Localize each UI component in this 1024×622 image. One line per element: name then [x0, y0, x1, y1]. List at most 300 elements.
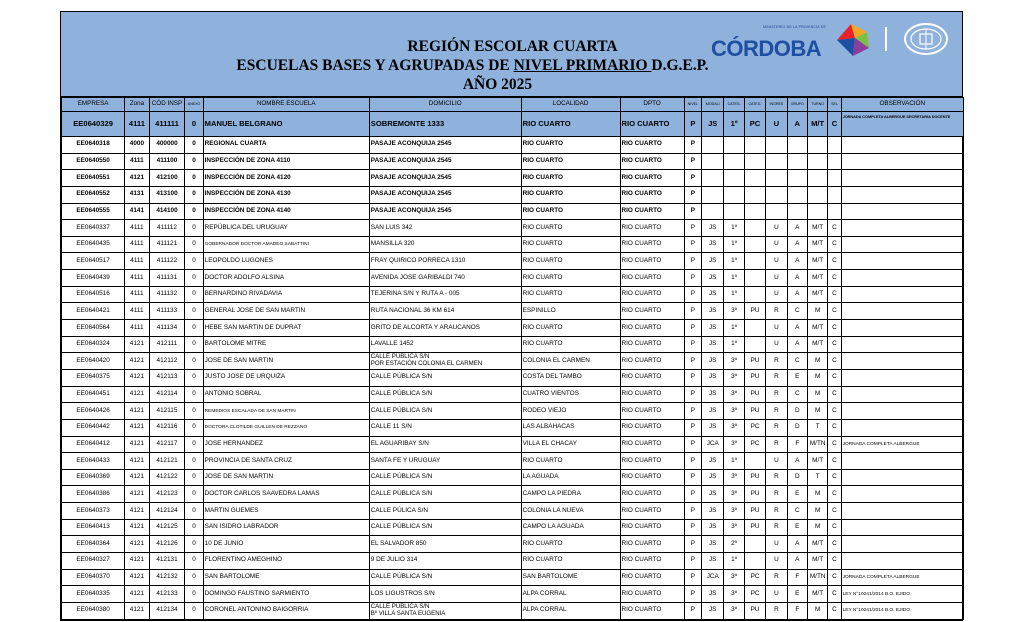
cell-domicilio: CALLE PUBLICA S/N POR ESTACIÓN COLONIA EL CARMEN	[369, 353, 521, 370]
cell-localidad: RIO CUARTO	[521, 320, 620, 337]
cell-dpto: RIO CUARTO	[620, 170, 684, 187]
cell-zona: 4111	[125, 220, 149, 237]
cordoba-mark-icon	[833, 22, 871, 60]
cell-dpto: RIO CUARTO	[620, 270, 684, 287]
cell-zona: 4111	[125, 270, 149, 287]
cell-observacion	[841, 253, 963, 270]
document-sheet	[60, 11, 963, 621]
cell-categoria-2	[744, 270, 765, 287]
cell-sel: C	[828, 220, 841, 237]
cell-observacion	[841, 486, 963, 503]
cell-dpto: RIO CUARTO	[620, 112, 684, 137]
cell-cod-insp: 414100	[149, 203, 185, 220]
cell-categoria: 3º	[724, 386, 744, 403]
cell-observacion: LEY N°10241/2014 B.O. EJIDO	[841, 586, 963, 603]
table-row	[62, 369, 964, 386]
cell-ingreso: R	[766, 569, 787, 586]
cell-categoria-2: PU	[744, 386, 765, 403]
cell-localidad: COSTA DEL TAMBO	[521, 369, 620, 386]
title-year: AÑO 2025	[462, 76, 533, 93]
table-row	[62, 486, 964, 503]
table-row	[62, 419, 964, 436]
cell-nombre-escuela: JOSE DE SAN MARTIN	[203, 469, 369, 486]
logo-ribbon-text: MINISTERIO DE LA PROVINCIA DE	[763, 25, 826, 29]
cell-turno	[807, 137, 827, 154]
cell-nombre-escuela: JOSE HERNANDEZ	[203, 436, 369, 453]
cell-zona: 4141	[125, 203, 149, 220]
cell-categoria: 3º	[724, 353, 744, 370]
cell-anexo: 0	[185, 403, 203, 420]
cell-modalidad	[702, 186, 724, 203]
header-turno: TURNO	[807, 98, 827, 112]
cell-cod-insp: 411134	[149, 320, 185, 337]
cell-domicilio: CALLE PÚBLICA S/N	[369, 486, 521, 503]
cell-anexo: 0	[185, 353, 203, 370]
cell-grupo: A	[787, 286, 807, 303]
cell-turno: M/T	[807, 453, 827, 470]
cell-categoria-2: PC	[744, 419, 765, 436]
cell-grupo: C	[787, 303, 807, 320]
header-anexo: ANEXO	[185, 98, 203, 112]
title-direction: D.G.E.P.	[651, 57, 709, 74]
cell-turno: M/T	[807, 336, 827, 353]
cell-nombre-escuela: HEBE SAN MARTIN DE DUPRAT	[203, 320, 369, 337]
cell-cod-insp: 412113	[149, 369, 185, 386]
cell-anexo: 0	[185, 453, 203, 470]
cell-turno: M/TN	[807, 436, 827, 453]
cell-turno: M/TN	[807, 569, 827, 586]
table-row	[62, 503, 964, 520]
cell-localidad: RIO CUARTO	[521, 153, 620, 170]
cell-cod-insp: 412100	[149, 170, 185, 187]
cell-anexo: 0	[185, 469, 203, 486]
cell-nivel: P	[684, 369, 701, 386]
cell-dpto: RIO CUARTO	[620, 220, 684, 237]
cell-grupo: D	[787, 419, 807, 436]
cell-grupo: A	[787, 253, 807, 270]
cell-categoria: 3º	[724, 569, 744, 586]
cell-localidad: RIO CUARTO	[521, 220, 620, 237]
cell-sel: C	[828, 586, 841, 603]
cell-zona: 4121	[125, 369, 149, 386]
cell-cod-insp: 412121	[149, 453, 185, 470]
cell-modalidad	[702, 203, 724, 220]
cell-anexo: 0	[185, 386, 203, 403]
cell-ingreso: U	[766, 236, 787, 253]
cell-turno: M	[807, 303, 827, 320]
cell-categoria-2: PC	[744, 586, 765, 603]
cell-empresa: EE0640433	[62, 453, 125, 470]
cell-modalidad: JS	[702, 353, 724, 370]
cell-categoria-2: PC	[744, 569, 765, 586]
cell-turno: M/T	[807, 112, 827, 137]
cell-modalidad: JS	[702, 602, 724, 619]
cell-sel: C	[828, 353, 841, 370]
cell-nombre-escuela: CORONEL ANTONINO BAIGORRIA	[203, 602, 369, 619]
cell-sel: C	[828, 519, 841, 536]
cell-domicilio: CALLE PÚBLICA S/N	[369, 386, 521, 403]
cell-categoria	[724, 203, 744, 220]
cell-zona: 4131	[125, 186, 149, 203]
cell-zona: 4121	[125, 602, 149, 619]
cell-grupo: A	[787, 453, 807, 470]
cell-sel: C	[828, 303, 841, 320]
cell-modalidad	[702, 137, 724, 154]
cell-nivel: P	[684, 270, 701, 287]
cell-anexo: 0	[185, 369, 203, 386]
cell-grupo: C	[787, 386, 807, 403]
cell-observacion	[841, 453, 963, 470]
cell-categoria: 1º	[724, 112, 744, 137]
cell-nivel: P	[684, 436, 701, 453]
cell-categoria-2: PU	[744, 602, 765, 619]
cell-turno: M/T	[807, 536, 827, 553]
cell-grupo	[787, 153, 807, 170]
cell-cod-insp: 412125	[149, 519, 185, 536]
cell-nivel: P	[684, 170, 701, 187]
cell-zona: 4121	[125, 503, 149, 520]
cell-cod-insp: 412126	[149, 536, 185, 553]
cell-sel: C	[828, 503, 841, 520]
cell-sel: C	[828, 536, 841, 553]
cell-nivel: P	[684, 286, 701, 303]
cell-ingreso: U	[766, 220, 787, 237]
cell-dpto: RIO CUARTO	[620, 503, 684, 520]
cell-modalidad: JS	[702, 453, 724, 470]
cell-cod-insp: 412111	[149, 336, 185, 353]
table-row	[62, 170, 964, 187]
cell-cod-insp: 411133	[149, 303, 185, 320]
cell-categoria-2	[744, 536, 765, 553]
cell-domicilio: CALLE PÚBLICA S/N	[369, 519, 521, 536]
cell-ingreso: U	[766, 320, 787, 337]
cell-ingreso: R	[766, 403, 787, 420]
cell-observacion	[841, 419, 963, 436]
cell-grupo: E	[787, 586, 807, 603]
cell-dpto: RIO CUARTO	[620, 386, 684, 403]
cell-localidad: VILLA EL CHACAY	[521, 436, 620, 453]
cell-dpto: RIO CUARTO	[620, 320, 684, 337]
cell-observacion: JORNADA COMPLETA ALBERGUE	[841, 436, 963, 453]
cell-cod-insp: 411112	[149, 220, 185, 237]
cell-turno: M	[807, 403, 827, 420]
cell-ingreso: U	[766, 253, 787, 270]
cell-nombre-escuela: SAN BARTOLOME	[203, 569, 369, 586]
cell-sel: C	[828, 602, 841, 619]
cell-cod-insp: 412132	[149, 569, 185, 586]
cell-empresa: EE0640375	[62, 369, 125, 386]
cell-modalidad: JS	[702, 336, 724, 353]
cell-localidad: RIO CUARTO	[521, 453, 620, 470]
cell-dpto: RIO CUARTO	[620, 586, 684, 603]
cell-categoria-2: PU	[744, 403, 765, 420]
table-row	[62, 137, 964, 154]
cell-sel	[828, 137, 841, 154]
cell-nombre-escuela: JOSE DE SAN MARTIN	[203, 353, 369, 370]
cell-domicilio: PASAJE ACONQUIJA 2545	[369, 137, 521, 154]
cell-nivel: P	[684, 153, 701, 170]
cell-empresa: EE0640329	[62, 112, 125, 137]
cell-cod-insp: 411131	[149, 270, 185, 287]
cell-modalidad: JS	[702, 253, 724, 270]
cell-categoria-2: PC	[744, 436, 765, 453]
cell-anexo: 0	[185, 153, 203, 170]
cell-ingreso: R	[766, 503, 787, 520]
cell-ingreso: U	[766, 553, 787, 570]
cell-nombre-escuela: MANUEL BELGRANO	[203, 112, 369, 137]
cell-empresa: EE0640337	[62, 220, 125, 237]
cell-observacion	[841, 353, 963, 370]
cell-nivel: P	[684, 253, 701, 270]
cell-domicilio: SOBREMONTE 1333	[369, 112, 521, 137]
cell-anexo: 0	[185, 253, 203, 270]
cell-localidad: ESPINILLO	[521, 303, 620, 320]
cell-empresa: EE0640369	[62, 469, 125, 486]
cell-cod-insp: 412115	[149, 403, 185, 420]
cell-nombre-escuela: INSPECCIÓN DE ZONA 4130	[203, 186, 369, 203]
cell-anexo: 0	[185, 186, 203, 203]
cell-categoria-2	[744, 170, 765, 187]
cell-sel: C	[828, 553, 841, 570]
header-dpto: DPTO	[620, 98, 684, 112]
cell-domicilio: SANTA FE Y URUGUAY	[369, 453, 521, 470]
cell-categoria-2	[744, 286, 765, 303]
header-cod-insp: CÓD INSP	[149, 98, 185, 112]
cell-sel: C	[828, 436, 841, 453]
cell-categoria-2: PC	[744, 112, 765, 137]
cell-categoria-2	[744, 153, 765, 170]
cell-zona: 4121	[125, 519, 149, 536]
cell-nivel: P	[684, 519, 701, 536]
cell-localidad: RODEO VIEJO	[521, 403, 620, 420]
cell-categoria-2: PU	[744, 303, 765, 320]
cell-categoria	[724, 186, 744, 203]
cell-categoria: 1º	[724, 553, 744, 570]
cell-zona: 4121	[125, 469, 149, 486]
cell-categoria: 3º	[724, 403, 744, 420]
cell-domicilio: CALLE 11 S/N	[369, 419, 521, 436]
cell-empresa: EE0640555	[62, 203, 125, 220]
cell-domicilio: EL SALVADOR 850	[369, 536, 521, 553]
cell-modalidad: JS	[702, 403, 724, 420]
cell-zona: 4111	[125, 112, 149, 137]
cell-sel: C	[828, 486, 841, 503]
cell-domicilio: CALLE PÚBLICA S/N	[369, 569, 521, 586]
cell-anexo: 0	[185, 519, 203, 536]
cell-categoria: 3º	[724, 436, 744, 453]
cell-sel: C	[828, 403, 841, 420]
cell-anexo: 0	[185, 419, 203, 436]
cell-observacion	[841, 336, 963, 353]
cell-turno: M/T	[807, 320, 827, 337]
cell-cod-insp: 412133	[149, 586, 185, 603]
cell-nombre-escuela: FLORENTINO AMEGHINO	[203, 553, 369, 570]
cell-grupo: E	[787, 369, 807, 386]
cell-localidad: COLONIA LA NUEVA	[521, 503, 620, 520]
cell-modalidad: JS	[702, 536, 724, 553]
table-row	[62, 553, 964, 570]
cell-observacion	[841, 170, 963, 187]
cell-observacion	[841, 503, 963, 520]
cell-ingreso: U	[766, 453, 787, 470]
table-row	[62, 203, 964, 220]
cell-localidad: RIO CUARTO	[521, 270, 620, 287]
cell-ingreso: R	[766, 486, 787, 503]
cell-cod-insp: 411132	[149, 286, 185, 303]
cell-dpto: RIO CUARTO	[620, 137, 684, 154]
cell-categoria-2	[744, 137, 765, 154]
cell-anexo: 0	[185, 320, 203, 337]
cell-dpto: RIO CUARTO	[620, 536, 684, 553]
cell-nivel: P	[684, 320, 701, 337]
cell-dpto: RIO CUARTO	[620, 403, 684, 420]
cell-turno: M	[807, 386, 827, 403]
cell-domicilio: LOS LIGUSTROS S/N	[369, 586, 521, 603]
cell-zona: 4121	[125, 553, 149, 570]
cell-zona: 4121	[125, 586, 149, 603]
cell-sel: C	[828, 336, 841, 353]
cell-grupo	[787, 186, 807, 203]
cell-categoria: 3º	[724, 303, 744, 320]
cell-nivel: P	[684, 236, 701, 253]
cell-cod-insp: 412117	[149, 436, 185, 453]
cell-ingreso: R	[766, 602, 787, 619]
cell-cod-insp: 412123	[149, 486, 185, 503]
cell-localidad: RIO CUARTO	[521, 236, 620, 253]
cell-domicilio: RUTA NACIONAL 36 KM 614	[369, 303, 521, 320]
cell-observacion	[841, 519, 963, 536]
table-row-highlight	[62, 112, 964, 137]
cell-localidad: RIO CUARTO	[521, 253, 620, 270]
cell-categoria: 3º	[724, 519, 744, 536]
cell-domicilio: PASAJE ACONQUIJA 2545	[369, 186, 521, 203]
cell-dpto: RIO CUARTO	[620, 569, 684, 586]
cell-localidad: SAN BARTOLOME	[521, 569, 620, 586]
table-row	[62, 569, 964, 586]
cell-grupo: E	[787, 486, 807, 503]
cell-ingreso: R	[766, 353, 787, 370]
cell-nombre-escuela: DOCTORA CLOTILDE GUILLEN DE REZZANO	[203, 419, 369, 436]
cell-domicilio: CALLE PÚBLICA S/N	[369, 469, 521, 486]
cell-zona: 4121	[125, 170, 149, 187]
table-row	[62, 519, 964, 536]
cell-turno: M	[807, 353, 827, 370]
cell-grupo	[787, 203, 807, 220]
cell-nombre-escuela: BARTOLOME MITRE	[203, 336, 369, 353]
cell-grupo: C	[787, 503, 807, 520]
table-row	[62, 253, 964, 270]
cell-sel: C	[828, 286, 841, 303]
cell-sel: C	[828, 369, 841, 386]
cell-zona: 4121	[125, 403, 149, 420]
cell-categoria-2	[744, 253, 765, 270]
cell-dpto: RIO CUARTO	[620, 602, 684, 619]
cell-empresa: EE0640435	[62, 236, 125, 253]
cell-categoria: 1º	[724, 220, 744, 237]
cell-modalidad: JS	[702, 586, 724, 603]
cell-empresa: EE0640426	[62, 403, 125, 420]
cell-modalidad: JS	[702, 386, 724, 403]
cell-ingreso: U	[766, 336, 787, 353]
cell-domicilio: SAN LUIS 342	[369, 220, 521, 237]
cell-sel	[828, 170, 841, 187]
cell-turno: M/T	[807, 220, 827, 237]
header-localidad: LOCALIDAD	[521, 98, 620, 112]
cell-domicilio: MANSILLA 320	[369, 236, 521, 253]
cell-localidad: CUATRO VIENTOS	[521, 386, 620, 403]
cell-nombre-escuela: ANTONIO SOBRAL	[203, 386, 369, 403]
cell-zona: 4121	[125, 419, 149, 436]
cell-categoria	[724, 170, 744, 187]
cell-nivel: P	[684, 453, 701, 470]
cell-zona: 4121	[125, 569, 149, 586]
logo-wordmark: CÓRDOBA	[711, 36, 822, 61]
cell-categoria-2	[744, 553, 765, 570]
cell-grupo: A	[787, 336, 807, 353]
cell-dpto: RIO CUARTO	[620, 153, 684, 170]
cell-zona: 4121	[125, 353, 149, 370]
cell-ingreso: R	[766, 369, 787, 386]
table-row	[62, 602, 964, 619]
cell-observacion: JORNADA COMPLETA ALBERGUE	[841, 569, 963, 586]
cell-categoria-2	[744, 203, 765, 220]
cell-dpto: RIO CUARTO	[620, 186, 684, 203]
cell-categoria-2	[744, 236, 765, 253]
cell-turno: M	[807, 602, 827, 619]
cell-turno: M/T	[807, 253, 827, 270]
cell-categoria: 2º	[724, 536, 744, 553]
cell-grupo: A	[787, 320, 807, 337]
cell-turno	[807, 153, 827, 170]
cell-dpto: RIO CUARTO	[620, 453, 684, 470]
cell-domicilio: PASAJE ACONQUIJA 2545	[369, 153, 521, 170]
cell-empresa: EE0640373	[62, 503, 125, 520]
cell-turno	[807, 203, 827, 220]
cell-ingreso	[766, 170, 787, 187]
cell-turno: M	[807, 369, 827, 386]
cell-empresa: EE0640364	[62, 536, 125, 553]
cell-categoria: 1º	[724, 236, 744, 253]
cell-modalidad: JS	[702, 303, 724, 320]
cell-categoria	[724, 137, 744, 154]
cell-nivel: P	[684, 112, 701, 137]
schools-table	[61, 97, 964, 620]
cell-domicilio: PASAJE ACONQUIJA 2545	[369, 203, 521, 220]
cell-ingreso: U	[766, 286, 787, 303]
cell-ingreso: R	[766, 519, 787, 536]
cell-localidad: RIO CUARTO	[521, 112, 620, 137]
cell-dpto: RIO CUARTO	[620, 336, 684, 353]
cell-zona: 4121	[125, 336, 149, 353]
cell-empresa: EE0640442	[62, 419, 125, 436]
table-row	[62, 303, 964, 320]
cell-sel: C	[828, 419, 841, 436]
cell-nivel: P	[684, 336, 701, 353]
cell-categoria: 3º	[724, 469, 744, 486]
cell-nombre-escuela: DOCTOR CARLOS SAAVEDRA LAMAS	[203, 486, 369, 503]
cell-modalidad: JS	[702, 270, 724, 287]
cell-dpto: RIO CUARTO	[620, 303, 684, 320]
cell-sel: C	[828, 112, 841, 137]
header-nivel: NIVEL	[684, 98, 701, 112]
cell-observacion	[841, 137, 963, 154]
cell-cod-insp: 400000	[149, 137, 185, 154]
cell-anexo: 0	[185, 286, 203, 303]
cell-categoria-2	[744, 453, 765, 470]
header-domicilio: DOMICILIO	[369, 98, 521, 112]
cell-categoria: 1º	[724, 286, 744, 303]
cell-domicilio: CALLE PÚBLICA S/N	[369, 403, 521, 420]
